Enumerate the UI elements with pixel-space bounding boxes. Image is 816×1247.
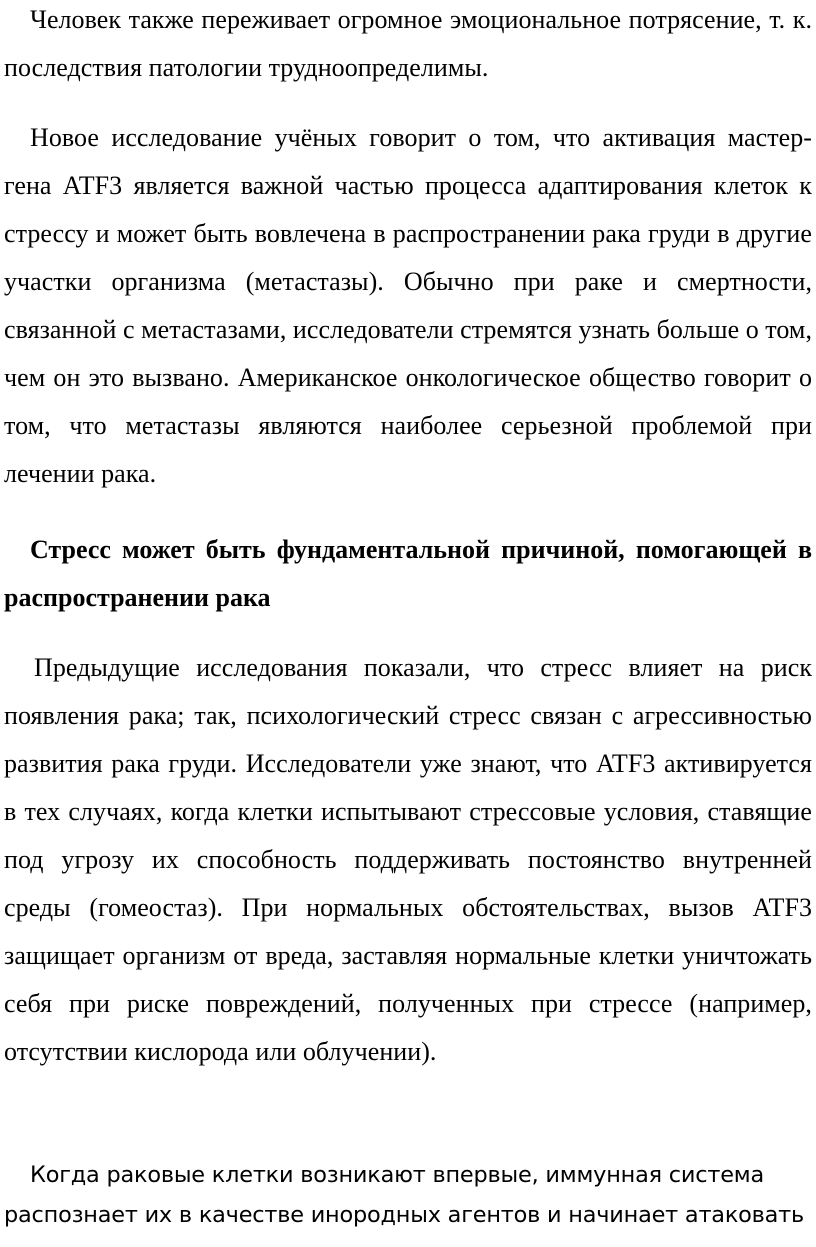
paragraph-previous-studies: Предыдущие исследования показали, что стресс влияет на риск появления рака; так, психологический стресс связан с агрессивностью развития рака груди. Исследователи уже знают, что ATF3 активируется в тех случаях, когда клетки испытывают стрессовые условия, ставящие под угрозу их способность поддерживать постоянство внутренней среды (гомеостаз). При нормальных обстоятельствах, вызов ATF3 защищает организм от вреда, заставляя нормальные клетки уничтожать себя при риске повреждений, полученных при стрессе (например, отсутствии кислорода или облучении). (4, 653, 812, 1066)
paragraph-atf3-research: Новое исследование учёных говорит о том, что активация мастер-гена ATF3 является важной частью процесса адаптирования клеток к стрессу и может быть вовлечена в распространении рака груди в другие участки организма (метастазы). Обычно при раке и смертности, связанной с метастазами, исследователи стремятся узнать больше о том, чем он это вызвано. Американское онкологическое общество говорит о том, что метастазы являются наиболее серьезной проблемой при лечении рака. (4, 123, 812, 488)
paragraph-immune-system: Когда раковые клетки возникают впервые, иммунная система распознает их в качестве инородных агентов и начинает атаковать (4, 1162, 805, 1228)
section-heading: Стресс может быть фундаментальной причиной, помогающей в распространении рака (4, 535, 812, 612)
paragraph-emotional-shock: Человек также переживает огромное эмоциональное потрясение, т. к. последствия патологии трудноопределимы. (4, 5, 812, 82)
